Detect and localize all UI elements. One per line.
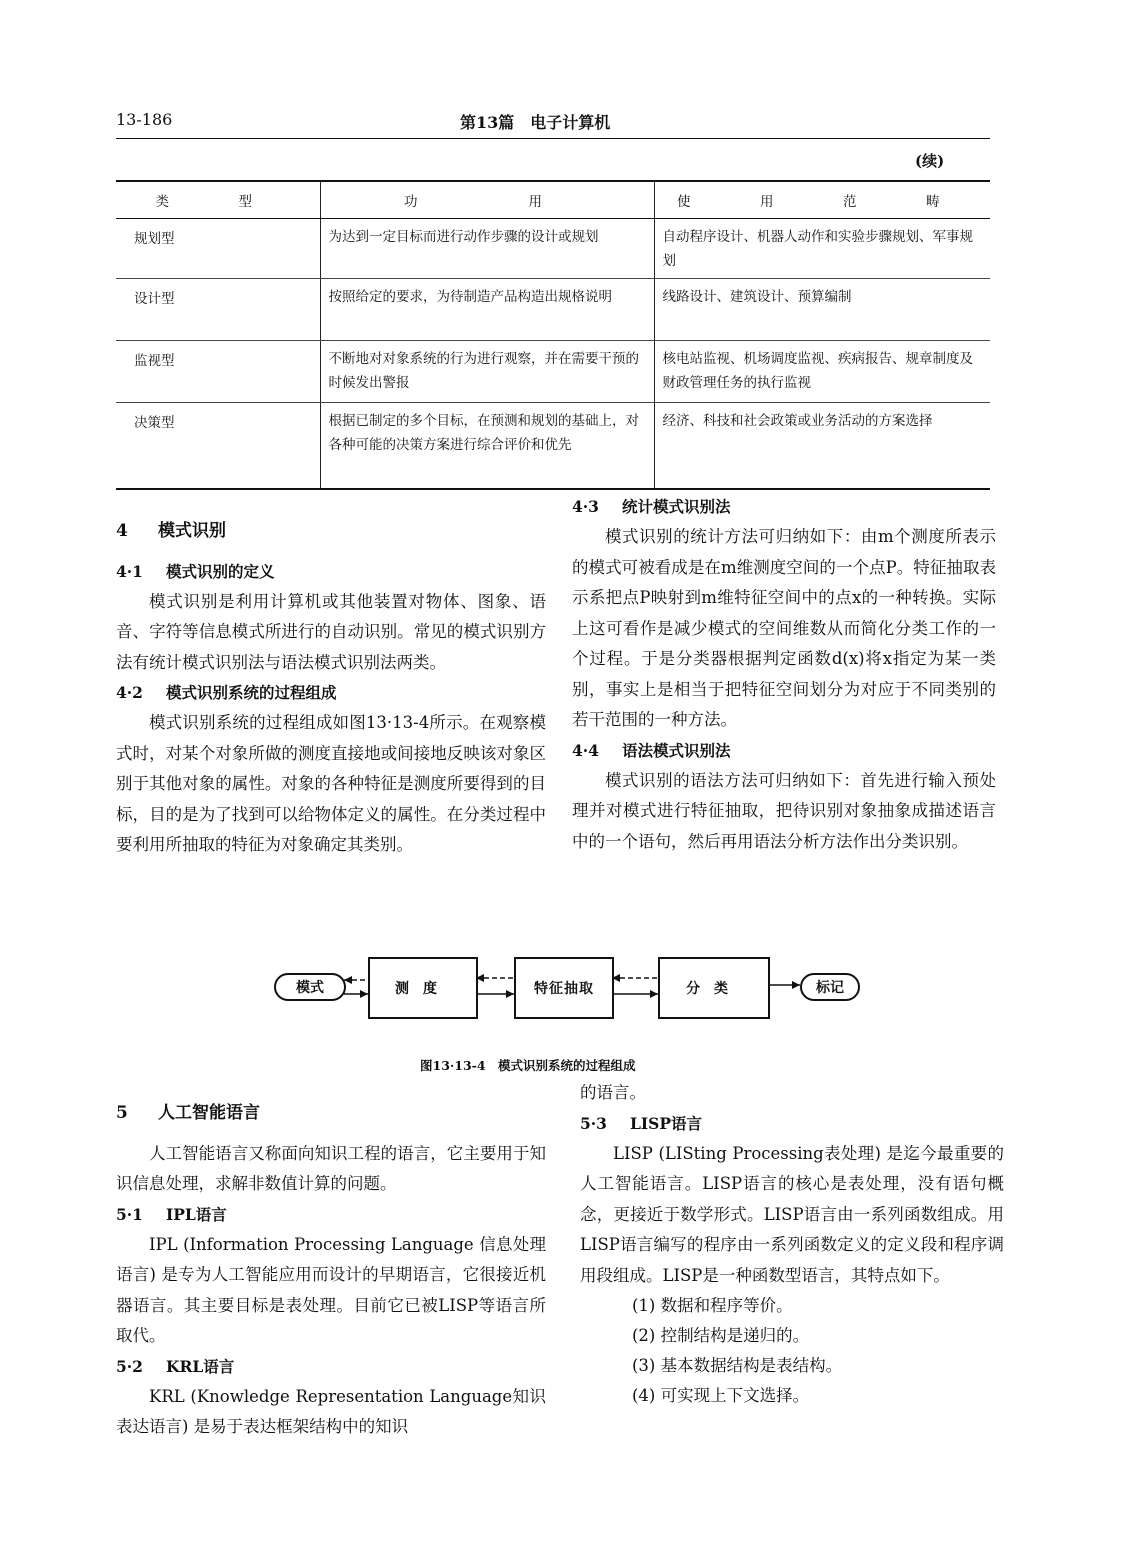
column-header-type: 类 型 (116, 181, 320, 219)
list-item: (1) 数据和程序等价。 (632, 1296, 793, 1315)
row-function: 根据已制定的多个目标，在预测和规划的基础上，对各种可能的决策方案进行综合评价和优先 (320, 403, 654, 489)
lisp-features-list (580, 1291, 1004, 1411)
subsection-heading: 4·3 统计模式识别法 (572, 497, 731, 516)
row-scope: 自动程序设计、机器人动作和实验步骤规划、军事规划 (654, 219, 990, 279)
paragraph: 模式识别是利用计算机或其他装置对物体、图象、语音、字符等信息模式所进行的自动识别。常见的模式识别方法有统计模式识别法与语法模式识别法两类。 (116, 591, 546, 672)
paragraph-continuation: 的语言。 (580, 1083, 646, 1102)
row-scope: 线路设计、建筑设计、预算编制 (654, 279, 990, 341)
section-heading: 5 人工智能语言 (116, 1103, 260, 1123)
row-type: 设计型 (116, 279, 320, 341)
continued-label: (续) (915, 152, 945, 170)
row-function: 为达到一定目标而进行动作步骤的设计或规划 (320, 219, 654, 279)
page-number: 13-186 (116, 110, 173, 129)
paragraph: KRL (Knowledge Representation Language知识表达语言) 是易于表达框架结构中的知识 (116, 1386, 546, 1436)
paragraph: 模式识别的语法方法可归纳如下：首先进行输入预处理并对模式进行特征抽取，把待识别对象抽象成描述语言中的一个语句，然后再用语法分析方法作出分类识别。 (572, 770, 996, 851)
row-function: 不断地对对象系统的行为进行观察，并在需要干预的时候发出警报 (320, 341, 654, 403)
subsection-heading: 5·1 IPL语言 (116, 1204, 227, 1224)
classification-box: 分类 (658, 957, 770, 1019)
paragraph: IPL (Information Processing Language 信息处理语言) 是专为人工智能应用而设计的早期语言，它很接近机器语言。其主要目标是表处理。目前它已被LISP等语言所取代。 (116, 1234, 546, 1345)
input-pattern-node: 模式 (274, 973, 346, 1001)
section-5-left (116, 1094, 546, 1443)
row-scope: 核电站监视、机场调度监视、疾病报告、规章制度及财政管理任务的执行监视 (654, 341, 990, 403)
output-label-node: 标记 (800, 973, 860, 1001)
row-type: 规划型 (116, 219, 320, 279)
column-header-scope: 使 用 范 畴 (654, 181, 990, 219)
subsection-heading: 4·1 模式识别的定义 (116, 561, 275, 581)
row-scope: 经济、科技和社会政策或业务活动的方案选择 (654, 403, 990, 489)
list-item: (2) 控制结构是递归的。 (632, 1326, 810, 1345)
row-type: 监视型 (116, 341, 320, 403)
figure-caption: 图13·13-4 模式识别系统的过程组成 (420, 1058, 636, 1073)
subsection-heading: 5·3 LISP语言 (580, 1113, 702, 1133)
list-item: (4) 可实现上下文选择。 (632, 1386, 810, 1405)
subsection-heading: 4·4 语法模式识别法 (572, 740, 731, 760)
column-header-function: 功 用 (320, 181, 654, 219)
subsection-heading: 5·2 KRL语言 (116, 1356, 235, 1376)
paragraph: 模式识别的统计方法可归纳如下：由m个测度所表示的模式可被看成是在m维测度空间的一个点P。特征抽取表示系把点P映射到m维特征空间中的点x的一种转换。实际上这可看作是减少模式的空间维数从而简化分类工作的一个过程。于是分类器根据判定函数d(x)将x指定为某一类别，事实上是相当于把特征空间划分为对应于不同类别的若干范围的一种方法。 (572, 527, 996, 729)
measurement-box: 测度 (368, 957, 478, 1019)
feature-extraction-box: 特征抽取 (514, 957, 614, 1019)
subsection-heading: 4·2 模式识别系统的过程组成 (116, 683, 337, 702)
paragraph: 模式识别系统的过程组成如图13·13-4所示。在观察模式时，对某个对象所做的测度直接地或间接地反映该对象区别于其他对象的属性。对象的各种特征是测度所要得到的目标，目的是为了找到可以给物体定义的属性。在分类过程中要利用所抽取的特征为对象确定其类别。 (116, 713, 546, 854)
section-heading: 4 模式识别 (116, 521, 226, 541)
paragraph: 人工智能语言又称面向知识工程的语言，它主要用于知识信息处理，求解非数值计算的问题。 (116, 1143, 546, 1193)
paragraph: LISP (LISting Processing表处理) 是迄今最重要的人工智能语言。LISP语言的核心是表处理，没有语句概念，更接近于数学形式。LISP语言由一系列函数组成。用LISP语言编写的程序由一系列函数定义的定义段和程序调用段组成。LISP是一种函数型语言，其特点如下。 (580, 1143, 1004, 1285)
row-type: 决策型 (116, 403, 320, 489)
section-5-right (580, 1078, 1004, 1411)
list-item: (3) 基本数据结构是表结构。 (632, 1356, 843, 1375)
row-function: 按照给定的要求，为待制造产品构造出规格说明 (320, 279, 654, 341)
chapter-title: 第13篇 电子计算机 (460, 113, 611, 132)
